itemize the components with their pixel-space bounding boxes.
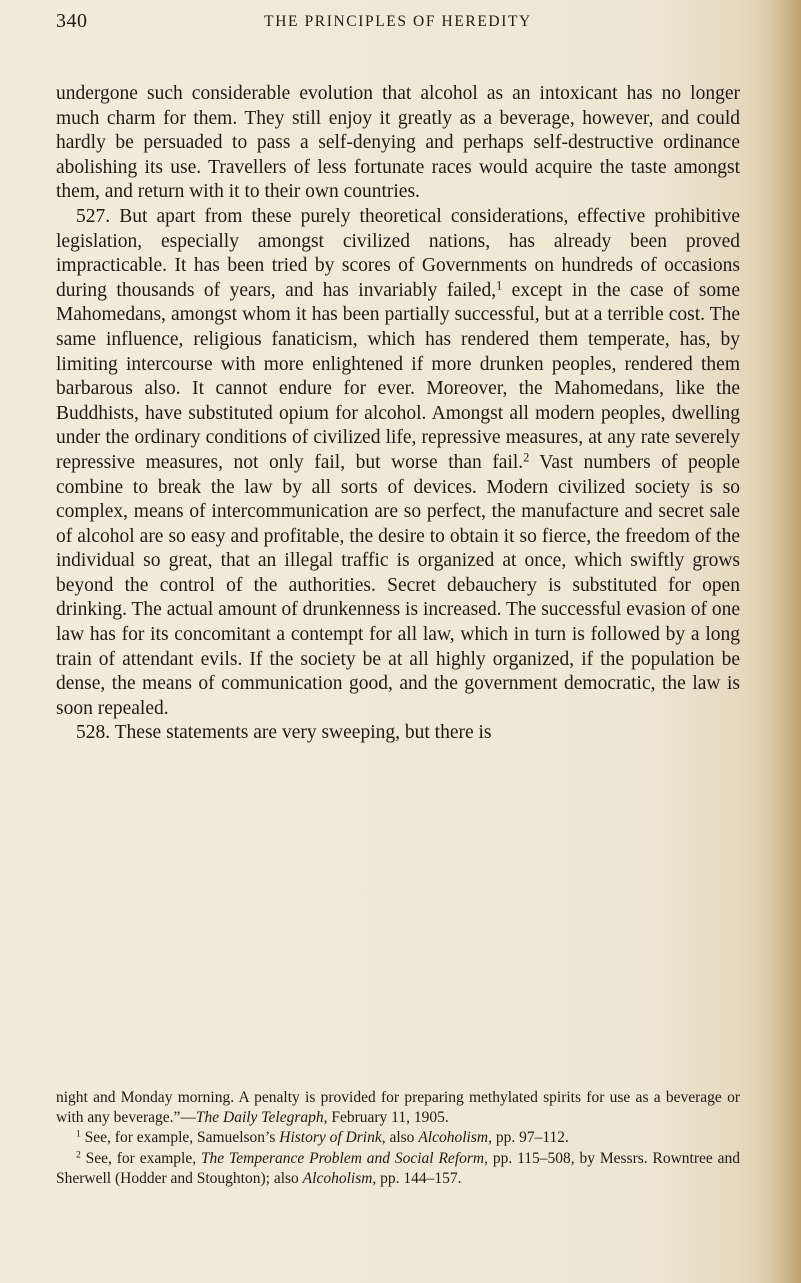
- paragraph-continuation: [56, 82, 740, 205]
- footnotes: [56, 1088, 740, 1189]
- footnote-title: Alcoholism: [418, 1129, 489, 1147]
- footnote-title: The Temperance Problem and Social Reform: [200, 1149, 485, 1167]
- paragraph-text: Vast numbers of people combine to break the law by all sorts of devices. Modern civilized society is so complex, means of intercommunication are so perfect, the manufacture and secret sale of alcohol are so easy and profitable, the desire to obtain it so fierce, the freedom of the individual so great, that an illegal traffic is organized at once, which swiftly grows beyond the control of the authorities. Secret debauchery is substituted for open drinking. The actual amount of drunkenness is increased. The successful evasion of one law has for its concomitant a contempt for all law, which in turn is followed by a long train of attendant evils. If the society be at all highly organized, if the population be dense, the means of communication good, and the government democratic, the law is soon repealed.: [56, 451, 741, 719]
- footnote-ref-1: 1: [496, 278, 503, 293]
- footnote-text: night and Monday morning. A penalty is provided for preparing methylated spirits for use as a beverage or with any beverage.”—: [56, 1089, 740, 1127]
- paragraph-text: 528. These statements are very sweeping, but there is: [76, 722, 492, 744]
- footnote-text: , also: [381, 1129, 419, 1147]
- footnote-1: [56, 1128, 740, 1148]
- paragraph-text: undergone such considerable evolution that alcohol as an intoxicant has no longer much charm for them. They still enjoy it greatly as a beverage, however, and could hardly be persuaded to pass a self-denying and perhaps self-destructive ordinance abolishing its use. Travellers of less fortunate races would acquire the taste amongst them, and return with it to their own countries.: [56, 83, 740, 203]
- running-head: THE PRINCIPLES OF HEREDITY: [264, 13, 532, 30]
- page-edge-shading: [763, 0, 801, 1283]
- paragraph-text: except in the case of some Mahomedans, amongst whom it has been partially successful, but at a terrible cost. The same influence, religious fanaticism, which has rendered them temperate, has, by limiting intercourse with more enlightened if more drunken peoples, rendered them barbarous also. It cannot endure for ever. Moreover, the Mahomedans, like the Buddhists, have substituted opium for alcohol. Amongst all modern peoples, dwelling under the ordinary conditions of civilized life, repressive measures, at any rate severely repressive measures, not only fail, but worse than fail.: [56, 279, 740, 473]
- paragraph-527: [56, 205, 740, 721]
- body-text: [56, 82, 740, 746]
- footnote-title: Alcoholism: [302, 1169, 373, 1187]
- footnote-ref-2: 2: [523, 450, 530, 465]
- footnote-text: , pp. 144–157.: [372, 1169, 462, 1187]
- footnote-title: The Daily Telegraph: [195, 1109, 324, 1127]
- footnote-continuation: [56, 1088, 740, 1128]
- footnote-text: , pp. 115–508, by Messrs. Rowntree and Sherwell (Hodder and Stoughton); also: [56, 1149, 740, 1187]
- footnote-text: , pp. 97–112.: [488, 1129, 569, 1147]
- footnote-title: History of Drink: [279, 1129, 382, 1147]
- footnote-text: See, for example,: [80, 1149, 201, 1167]
- page-header: [56, 10, 740, 40]
- footnote-text: See, for example, Samuelson’s: [80, 1129, 280, 1147]
- footnote-mark: 1: [76, 1129, 81, 1141]
- footnote-2: [56, 1149, 740, 1189]
- footnote-mark: 2: [76, 1149, 81, 1161]
- paragraph-text: 527. But apart from these purely theoretical considerations, effective prohibitive legislation, especially amongst civilized nations, has already been proved impracticable. It has been tried by scores of Governments on hundreds of occasions during thousands of years, and has invariably failed,: [56, 205, 740, 301]
- page-number: 340: [56, 10, 88, 32]
- footnote-text: , February 11, 1905.: [323, 1109, 449, 1127]
- paragraph-528: [56, 721, 740, 746]
